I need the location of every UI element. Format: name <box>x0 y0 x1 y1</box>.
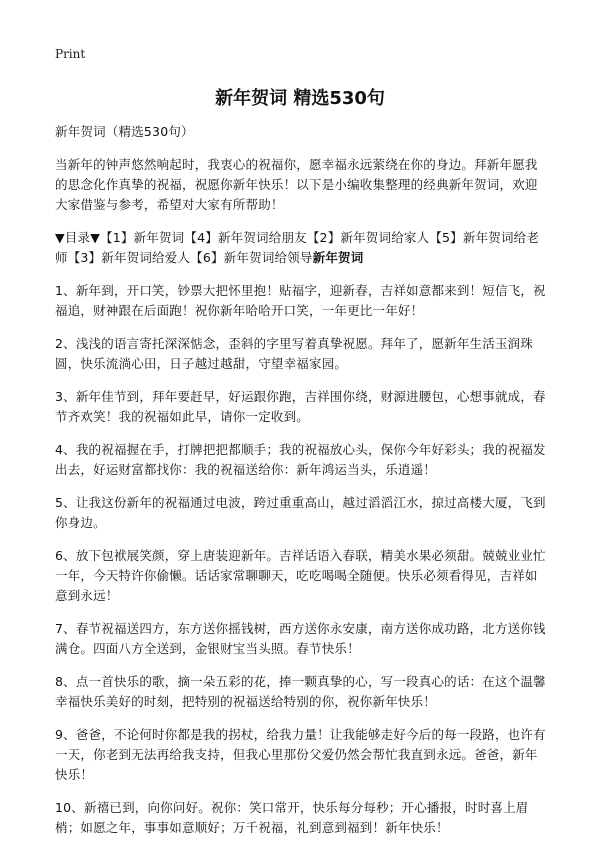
toc-section-heading: 新年贺词 <box>312 250 364 265</box>
greeting-paragraph-4: 4、我的祝福握在手，打牌把把都顺手；我的祝福放心头，保你今年好彩头；我的祝福发出去，好运财富都找你：我的祝福送给你：新年鸿运当头，乐逍遥！ <box>55 442 546 477</box>
document-subtitle: 新年贺词（精选530句） <box>55 124 194 139</box>
toc-item-5[interactable]: 【5】新年贺词给老师 <box>55 230 540 265</box>
toc-item-2[interactable]: 【2】新年贺词给家人 <box>306 230 430 245</box>
greeting-paragraph-3: 3、新年佳节到，拜年要赶早，好运跟你跑，吉祥围你绕，财源进腰包，心想事就成，春节齐欢笑！我的祝福如此早，请你一定收到。 <box>55 389 546 424</box>
greeting-paragraph-2: 2、浅浅的语言寄托深深惦念，歪斜的字里写着真挚祝愿。拜年了，愿新年生活玉润珠圆，快乐流淌心田，日子越过越甜，守望幸福家园。 <box>55 336 534 371</box>
table-of-contents <box>55 228 550 268</box>
intro-paragraph: 当新年的钟声悠然响起时，我衷心的祝福你，愿幸福永远萦绕在你的身边。拜新年愿我的思念化作真挚的祝福，祝愿你新年快乐！以下是小编收集整理的经典新年贺词，欢迎大家借鉴与参考，希望对大家有所帮助！ <box>55 157 538 212</box>
greeting-paragraph-7: 7、春节祝福送四方，东方送你摇钱树，西方送你永安康，南方送你成功路，北方送你钱满仓。四面八方全送到，金银财宝当头照。春节快乐！ <box>55 621 546 656</box>
greeting-paragraph-5: 5、让我这份新年的祝福通过电波，跨过重重高山，越过滔滔江水，掠过高楼大厦，飞到你身边。 <box>55 495 546 530</box>
document-body <box>55 122 550 851</box>
toc-item-1[interactable]: 【1】新年贺词 <box>100 230 185 245</box>
toc-prefix: ▼目录▼ <box>55 230 101 245</box>
greeting-paragraph-6: 6、放下包袱展笑颜，穿上唐装迎新年。吉祥话语入春联，精美水果必须甜。兢兢业业忙一年，今天特许你偷懒。话话家常聊聊天，吃吃喝喝全随便。快乐必须看得见，吉祥如意到永远！ <box>55 548 546 603</box>
greeting-paragraph-10: 10、新禧已到，向你问好。祝你：笑口常开，快乐每分每秒；开心播报，时时喜上眉梢；如愿之年，事事如意顺好；万千祝福，礼到意到福到！新年快乐！ <box>55 800 529 835</box>
print-link[interactable]: Print <box>55 47 86 61</box>
page-title: 新年贺词 精选530句 <box>215 88 385 109</box>
greeting-paragraph-8: 8、点一首快乐的歌，摘一朵五彩的花，捧一颗真挚的心，写一段真心的话：在这个温馨幸福快乐美好的时刻，把特别的祝福送给特别的你，祝你新年快乐！ <box>55 674 546 709</box>
toc-item-4[interactable]: 【4】新年贺词给朋友 <box>184 230 307 245</box>
toc-item-6[interactable]: 【6】新年贺词给领导 <box>190 250 313 265</box>
greeting-paragraph-1: 1、新年到，开口笑，钞票大把怀里抱！贴福字，迎新春，吉祥如意都来到！短信飞，祝福追，财神跟在后面跑！祝你新年哈哈开口笑，一年更比一年好！ <box>55 283 546 318</box>
greeting-paragraph-9: 9、爸爸，不论何时你都是我的拐杖，给我力量！让我能够走好今后的每一段路，也许有一天，你老到无法再给我支持，但我心里那份父爱仍然会帮忙我直到永远。爸爸，新年快乐！ <box>55 727 546 782</box>
toc-item-3[interactable]: 【3】新年贺词给爱人 <box>67 250 191 265</box>
